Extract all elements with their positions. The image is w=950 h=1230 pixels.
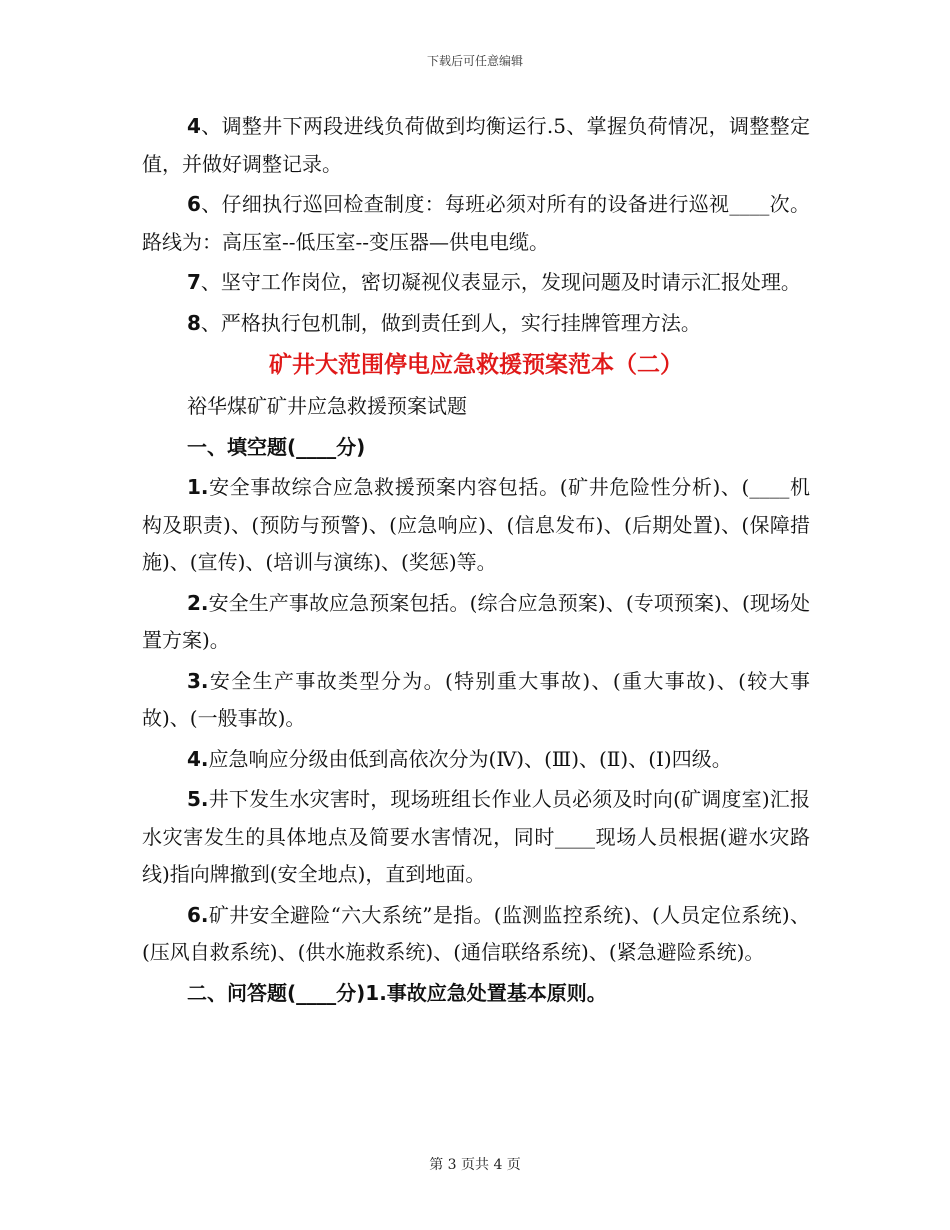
question-text: 安全生产事故应急预案包括。(综合应急预案)、(专项预案)、(现场处置方案)。 bbox=[142, 590, 810, 652]
question-5 bbox=[142, 781, 810, 894]
question-text: 应急响应分级由低到高依次分为(Ⅳ)、(Ⅲ)、(Ⅱ)、(Ⅰ)四级。 bbox=[208, 746, 732, 771]
question-number: 2. bbox=[187, 590, 209, 615]
question-text: 安全生产事故类型分为。(特别重大事故)、(重大事故)、(较大事故)、(一般事故)。 bbox=[142, 668, 810, 730]
paragraph-text: 、仔细执行巡回检查制度：每班必须对所有的设备进行巡视____次。路线为：高压室--低压室--变压器—供电电缆。 bbox=[142, 192, 810, 254]
document-body bbox=[142, 108, 810, 1015]
item-number: 4 bbox=[187, 114, 201, 138]
item-number: 8 bbox=[187, 310, 201, 335]
question-1 bbox=[142, 469, 810, 582]
question-text: 矿井安全避险“六大系统”是指。(监测监控系统)、(人员定位系统)、(压风自救系统)、(供水施救系统)、(通信联络系统)、(紧急避险系统)。 bbox=[142, 902, 810, 964]
question-3 bbox=[142, 663, 810, 738]
question-4 bbox=[142, 741, 810, 779]
page-header: 下载后可任意编辑 bbox=[426, 54, 523, 68]
paragraph-8 bbox=[142, 305, 810, 343]
item-number: 6 bbox=[187, 192, 201, 216]
paragraph-4 bbox=[142, 108, 810, 183]
question-text: 安全事故综合应急救援预案内容包括。(矿井危险性分析)、(____机构及职责)、(预防与预警)、(应急响应)、(信息发布)、(后期处置)、(保障措施)、(宣传)、(培训与演练)、(奖惩)等。 bbox=[142, 475, 810, 574]
question-number: 6. bbox=[187, 902, 209, 927]
paragraph-text: 、严格执行包机制，做到责任到人，实行挂牌管理方法。 bbox=[200, 310, 701, 335]
question-number: 4. bbox=[187, 746, 209, 771]
page-footer: 第 3 页共 4 页 bbox=[429, 1157, 521, 1173]
part1-heading: 一、填空题(____分) bbox=[187, 434, 366, 459]
question-text: 井下发生水灾害时，现场班组长作业人员必须及时向(矿调度室)汇报水灾害发生的具体地点及简要水害情况，同时____现场人员根据(避水灾路线)指向牌撤到(安全地点)，直到地面。 bbox=[142, 787, 810, 886]
question-number: 1. bbox=[187, 475, 209, 499]
part2-heading: 二、问答题(____分)1.事故应急处置基本原则。 bbox=[187, 980, 607, 1005]
section-title: 矿井大范围停电应急救援预案范本（二） bbox=[269, 352, 683, 378]
question-2 bbox=[142, 585, 810, 660]
paragraph-text: 、坚守工作岗位，密切凝视仪表显示，发现问题及时请示汇报处理。 bbox=[200, 270, 801, 294]
question-number: 5. bbox=[187, 787, 209, 811]
paragraph-7 bbox=[142, 264, 810, 302]
question-6 bbox=[142, 897, 810, 972]
paragraph-text: 、调整井下两段进线负荷做到均衡运行.5、掌握负荷情况，调整整定值，并做好调整记录。 bbox=[142, 114, 810, 176]
paragraph-6 bbox=[142, 186, 810, 261]
item-number: 7 bbox=[187, 270, 201, 294]
intro-line: 裕华煤矿矿井应急救援预案试题 bbox=[187, 394, 467, 418]
question-number: 3. bbox=[187, 668, 209, 693]
